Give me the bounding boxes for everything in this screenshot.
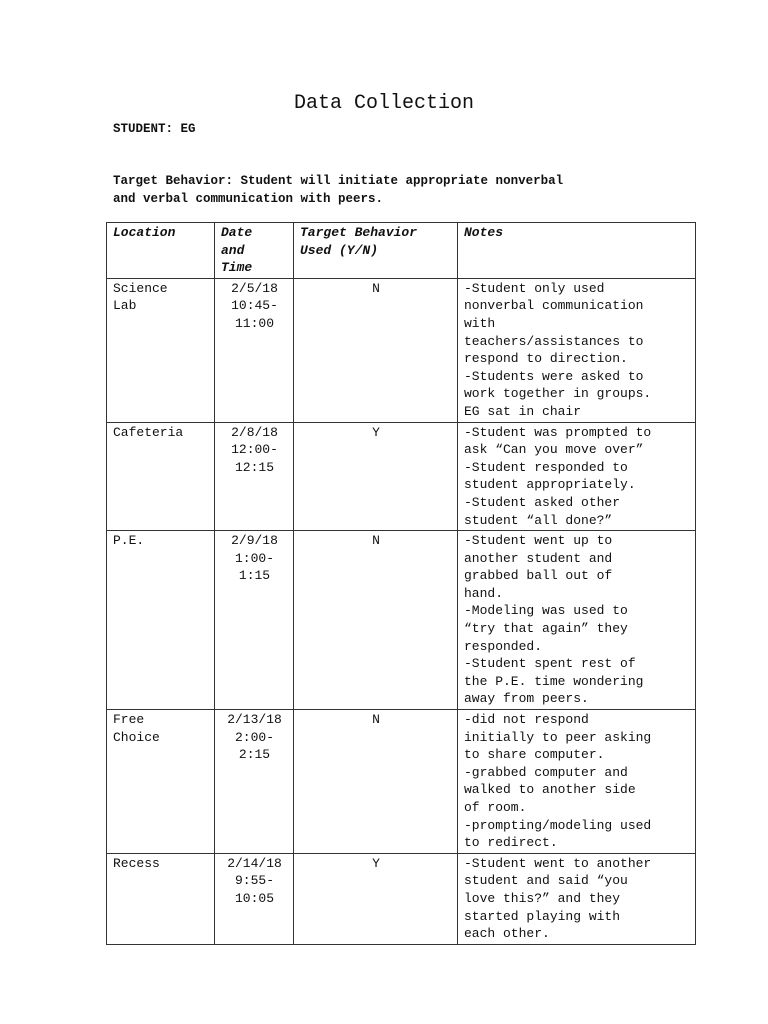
student-label: STUDENT: EG bbox=[113, 122, 196, 136]
table-row bbox=[107, 710, 696, 854]
date-line: 9:55- bbox=[234, 873, 274, 889]
header-date-line: and bbox=[221, 242, 245, 258]
notes-line: -Student responded to bbox=[464, 459, 628, 475]
header-date bbox=[215, 223, 294, 279]
location-line: Cafeteria bbox=[113, 424, 184, 440]
notes-line: teachers/assistances to bbox=[464, 333, 644, 349]
notes-line: initially to peer asking bbox=[464, 729, 652, 745]
notes-cell bbox=[458, 531, 696, 710]
notes-line: -Student went up to bbox=[464, 533, 613, 549]
notes-line: -Student went to another bbox=[464, 855, 652, 871]
date-line: 10:05 bbox=[234, 890, 274, 906]
notes-line: to redirect. bbox=[464, 835, 558, 851]
notes-line: -prompting/modeling used bbox=[464, 817, 652, 833]
notes-line: responded. bbox=[464, 638, 543, 654]
notes-line: hand. bbox=[464, 585, 504, 601]
notes-line: -Student only used bbox=[464, 280, 605, 296]
notes-line: ask “Can you move over” bbox=[464, 442, 644, 458]
date-cell bbox=[215, 853, 294, 944]
date-line: 2/9/18 bbox=[231, 533, 278, 549]
date-line: 10:45- bbox=[231, 298, 278, 314]
header-used-line: Target Behavior bbox=[300, 225, 418, 240]
notes-line: to share computer. bbox=[464, 747, 605, 763]
date-line: 12:15 bbox=[234, 459, 274, 475]
used-cell: N bbox=[294, 710, 458, 854]
header-date-line: Time bbox=[221, 260, 253, 276]
notes-line: each other. bbox=[464, 926, 550, 942]
date-line: 1:00- bbox=[234, 550, 274, 566]
notes-line: -Modeling was used to bbox=[464, 603, 628, 619]
notes-line: started playing with bbox=[464, 908, 621, 924]
notes-cell bbox=[458, 422, 696, 531]
date-cell bbox=[215, 278, 294, 422]
notes-line: nonverbal communication bbox=[464, 298, 644, 314]
notes-line: away from peers. bbox=[464, 691, 589, 707]
header-location: Location bbox=[107, 223, 215, 279]
location-line: Recess bbox=[113, 855, 160, 871]
used-cell: N bbox=[294, 531, 458, 710]
notes-line: -grabbed computer and bbox=[464, 764, 628, 780]
notes-line: respond to direction. bbox=[464, 351, 628, 367]
table-row bbox=[107, 422, 696, 531]
notes-line: student appropriately. bbox=[464, 477, 636, 493]
data-table bbox=[106, 222, 696, 945]
location-cell bbox=[107, 853, 215, 944]
location-line: Lab bbox=[113, 298, 137, 314]
notes-line: student “all done?” bbox=[464, 512, 613, 528]
table-header-row bbox=[107, 223, 696, 279]
date-line: 2/14/18 bbox=[227, 855, 282, 871]
table-row bbox=[107, 531, 696, 710]
header-notes: Notes bbox=[458, 223, 696, 279]
notes-line: another student and bbox=[464, 550, 613, 566]
notes-cell bbox=[458, 853, 696, 944]
date-line: 2/5/18 bbox=[231, 280, 278, 296]
date-cell bbox=[215, 422, 294, 531]
notes-line: -Student was prompted to bbox=[464, 424, 652, 440]
notes-line: walked to another side bbox=[464, 782, 636, 798]
notes-line: “try that again” they bbox=[464, 621, 628, 637]
target-behavior-line: and verbal communication with peers. bbox=[113, 191, 384, 206]
page-title: Data Collection bbox=[293, 92, 475, 115]
notes-line: love this?” and they bbox=[464, 890, 621, 906]
header-used-line: Used (Y/N) bbox=[300, 242, 379, 258]
notes-line: grabbed ball out of bbox=[464, 568, 613, 584]
location-cell bbox=[107, 710, 215, 854]
notes-line: student and said “you bbox=[464, 873, 628, 889]
table-body bbox=[107, 278, 696, 944]
notes-line: EG sat in chair bbox=[464, 403, 582, 419]
date-cell bbox=[215, 531, 294, 710]
date-line: 2:00- bbox=[234, 729, 274, 745]
notes-line: -Students were asked to bbox=[464, 368, 644, 384]
target-behavior-line: Target Behavior: Student will initiate appropriate nonverbal bbox=[113, 174, 564, 188]
date-cell bbox=[215, 710, 294, 854]
location-line: Choice bbox=[113, 729, 160, 745]
notes-line: work together in groups. bbox=[464, 386, 652, 402]
used-cell: N bbox=[294, 278, 458, 422]
location-cell bbox=[107, 278, 215, 422]
notes-line: -Student spent rest of bbox=[464, 656, 636, 672]
date-line: 11:00 bbox=[234, 315, 274, 331]
date-line: 2/8/18 bbox=[231, 424, 278, 440]
notes-line: the P.E. time wondering bbox=[464, 673, 644, 689]
used-cell: Y bbox=[294, 853, 458, 944]
date-line: 1:15 bbox=[238, 568, 271, 584]
header-date-line: Date bbox=[221, 225, 253, 240]
date-line: 2/13/18 bbox=[227, 712, 282, 728]
target-behavior bbox=[113, 173, 693, 208]
date-line: 2:15 bbox=[238, 747, 271, 763]
used-cell: Y bbox=[294, 422, 458, 531]
date-line: 12:00- bbox=[231, 442, 278, 458]
location-line: P.E. bbox=[113, 533, 145, 549]
table-row bbox=[107, 278, 696, 422]
notes-line: -Student asked other bbox=[464, 494, 621, 510]
notes-cell bbox=[458, 278, 696, 422]
location-cell bbox=[107, 422, 215, 531]
header-used bbox=[294, 223, 458, 279]
location-line: Science bbox=[113, 280, 168, 296]
location-cell bbox=[107, 531, 215, 710]
table-row bbox=[107, 853, 696, 944]
location-line: Free bbox=[113, 712, 145, 728]
notes-line: -did not respond bbox=[464, 712, 589, 728]
notes-cell bbox=[458, 710, 696, 854]
notes-line: of room. bbox=[464, 800, 527, 815]
notes-line: with bbox=[464, 315, 496, 331]
